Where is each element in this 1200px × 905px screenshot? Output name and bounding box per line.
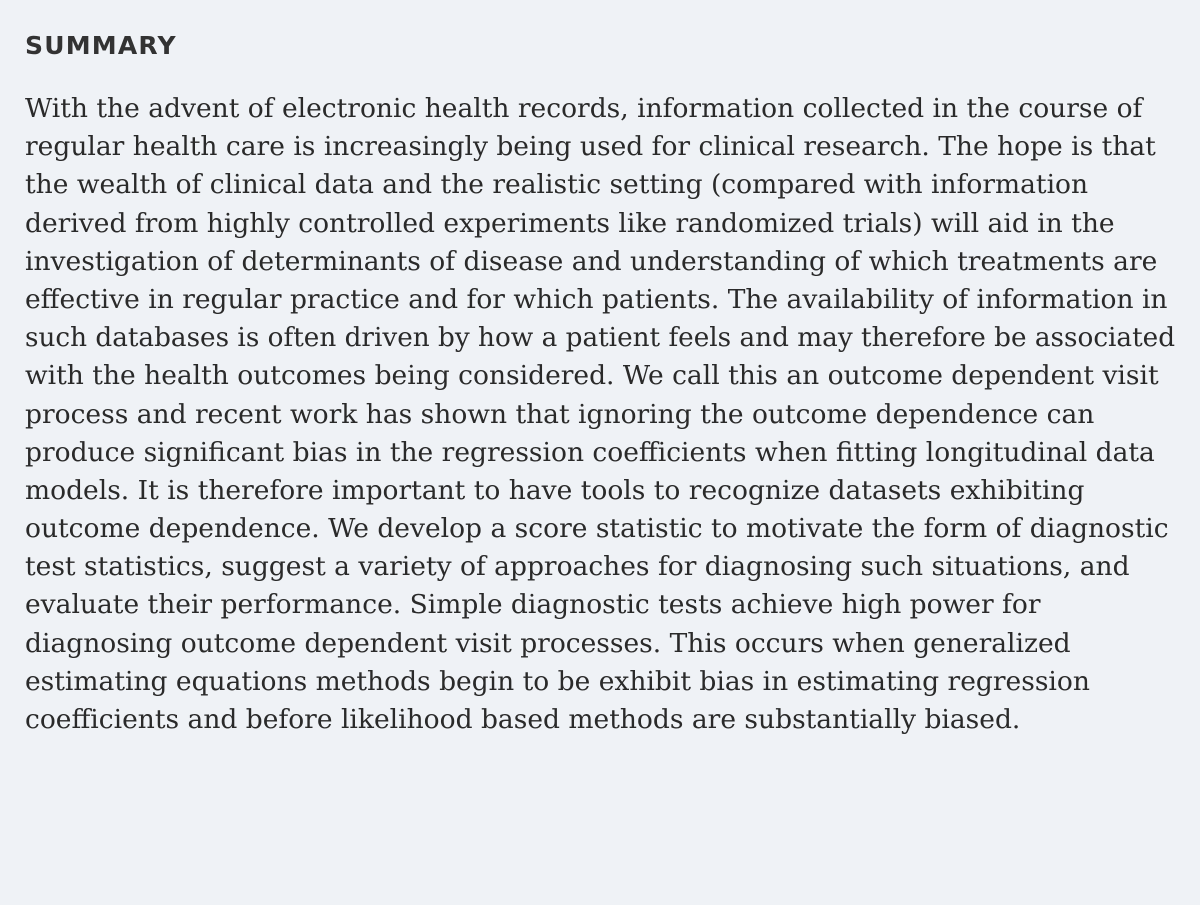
summary-line: coefficients and before likelihood based methods are substantially biased. [25, 704, 1021, 735]
summary-line: produce significant bias in the regression coefficients when fitting longitudinal data [25, 436, 1155, 468]
summary-paragraph [25, 90, 1175, 739]
summary-line: With the advent of electronic health records, information collected in the course of [25, 93, 1143, 124]
summary-line: test statistics, suggest a variety of approaches for diagnosing such situations, and [25, 551, 1130, 583]
summary-line: evaluate their performance. Simple diagnostic tests achieve high power for [25, 589, 1041, 621]
summary-section [25, 30, 1176, 735]
summary-line: estimating equations methods begin to be exhibit bias in estimating regression [25, 665, 1090, 697]
summary-line: derived from highly controlled experiments like randomized trials) will aid in the [25, 207, 1115, 239]
summary-line: models. It is therefore important to have tools to recognize datasets exhibiting [25, 474, 1085, 506]
summary-line: such databases is often driven by how a patient feels and may therefore be associated [25, 322, 1176, 354]
summary-line: investigation of determinants of disease and understanding of which treatments are [25, 245, 1158, 277]
summary-line: outcome dependence. We develop a score statistic to motivate the form of diagnostic [25, 513, 1169, 545]
summary-line: effective in regular practice and for which patients. The availability of information in [25, 283, 1168, 315]
summary-heading: SUMMARY [25, 31, 177, 60]
summary-line: the wealth of clinical data and the realistic setting (compared with information [25, 169, 1089, 201]
summary-line: with the health outcomes being considered. We call this an outcome dependent visit [25, 360, 1159, 392]
summary-line: diagnosing outcome dependent visit processes. This occurs when generalized [25, 627, 1071, 659]
summary-line: regular health care is increasingly being used for clinical research. The hope is that [25, 131, 1156, 163]
summary-line: process and recent work has shown that ignoring the outcome dependence can [25, 398, 1095, 430]
